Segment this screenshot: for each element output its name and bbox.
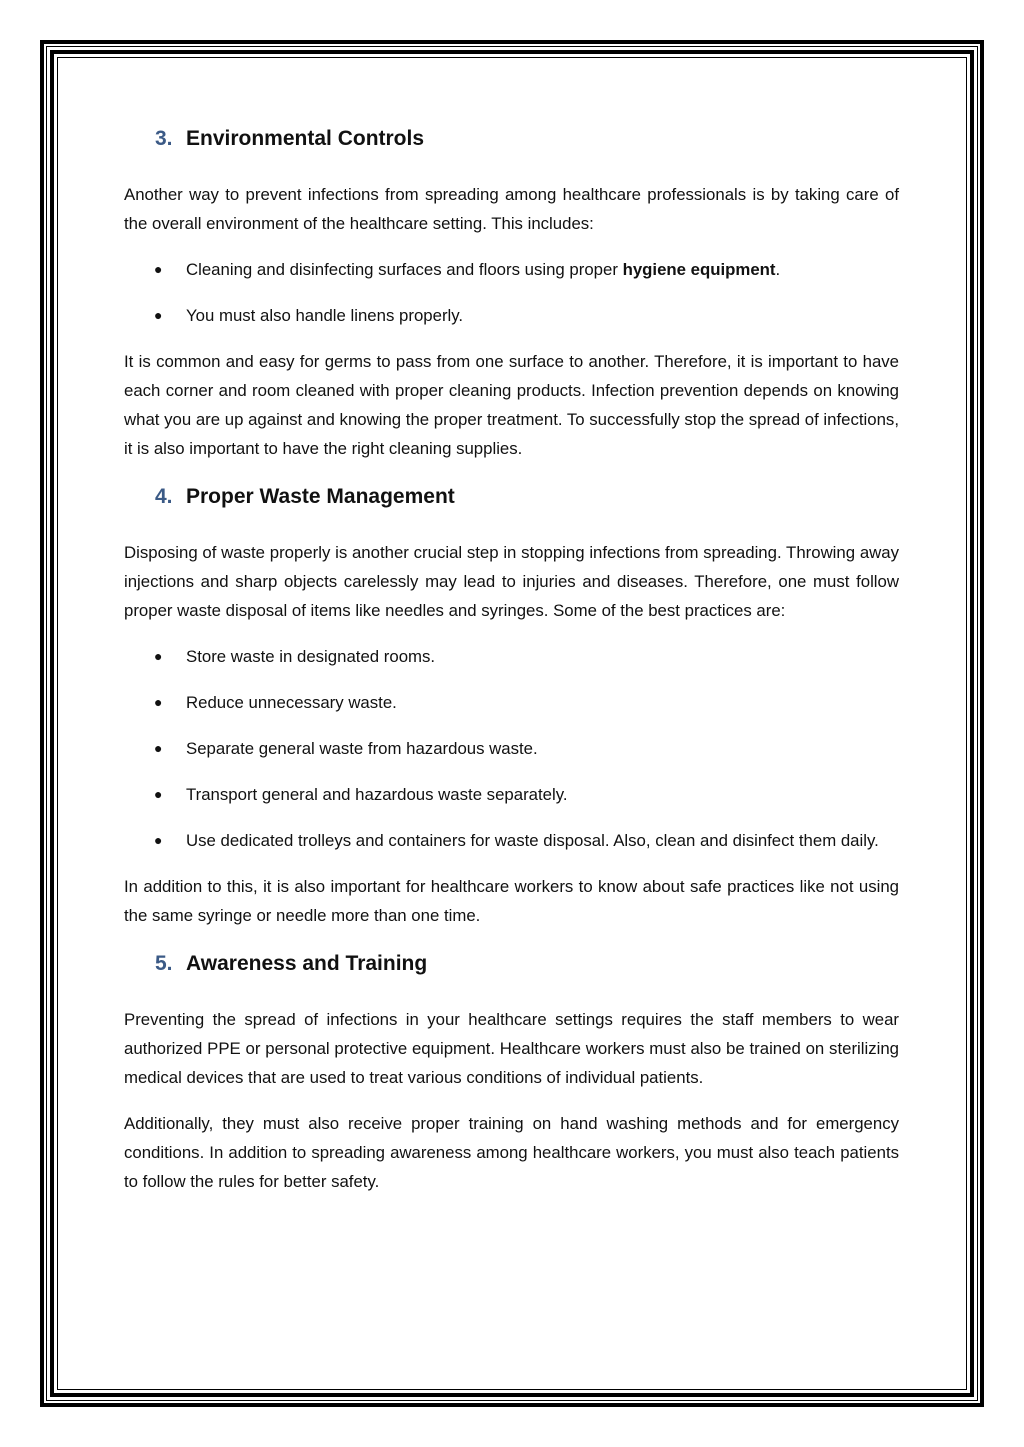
section-intro: Disposing of waste properly is another crucial step in stopping infections from spreading. Throwing away injections and sharp objects carelessly may lead to injuries and diseases. Therefore, one must follow proper waste disposal of items like needles and syringes. Some of the best practices are: — [124, 543, 899, 620]
bullet-icon: ● — [154, 307, 163, 323]
section-number: 3. — [155, 127, 173, 150]
list-item — [124, 780, 899, 809]
list-item-text: You must also handle linens properly. — [186, 306, 464, 325]
bullet-icon: ● — [154, 832, 163, 848]
section-paragraph: It is common and easy for germs to pass from one surface to another. Therefore, it is important to have each corner and room cleaned with proper cleaning products. Infection prevention depends on knowing what you are up against and knowing the proper treatment. To successfully stop the spread of infections, it is also important to have the right cleaning supplies. — [124, 352, 899, 458]
list-item-text: Reduce unnecessary waste. — [186, 693, 397, 712]
section-title: Proper Waste Management — [186, 485, 455, 508]
section-environmental-controls — [124, 122, 899, 463]
list-item — [124, 688, 899, 717]
section-heading — [155, 947, 899, 981]
section-heading — [155, 122, 899, 156]
bullet-list — [124, 642, 899, 855]
bullet-icon: ● — [154, 694, 163, 710]
list-item-text: Use dedicated trolleys and containers for waste disposal. Also, clean and disinfect them daily. — [186, 831, 879, 850]
bullet-icon: ● — [154, 261, 163, 277]
bullet-icon: ● — [154, 740, 163, 756]
section-title: Awareness and Training — [186, 952, 428, 975]
section-number: 5. — [155, 952, 173, 975]
list-item-text: Store waste in designated rooms. — [186, 647, 436, 666]
section-awareness-and-training — [124, 947, 899, 1196]
list-item-bold: hygiene equipment — [622, 260, 776, 279]
section-number: 4. — [155, 485, 173, 508]
bullet-icon: ● — [154, 786, 163, 802]
list-item — [124, 642, 899, 671]
list-item — [124, 301, 899, 330]
section-intro: Another way to prevent infections from spreading among healthcare professionals is by taking care of the overall environment of the healthcare setting. This includes: — [124, 185, 899, 233]
section-paragraph: In addition to this, it is also important for healthcare workers to know about safe practices like not using the same syringe or needle more than one time. — [124, 877, 899, 925]
list-item — [124, 255, 899, 284]
list-item-text: Transport general and hazardous waste separately. — [186, 785, 568, 804]
bullet-icon: ● — [154, 648, 163, 664]
section-paragraph: Additionally, they must also receive proper training on hand washing methods and for emergency conditions. In addition to spreading awareness among healthcare workers, you must also teach patients to follow the rules for better safety. — [124, 1114, 899, 1191]
list-item-text: Separate general waste from hazardous waste. — [186, 739, 538, 758]
list-item-suffix: . — [775, 260, 781, 279]
section-title: Environmental Controls — [186, 127, 425, 150]
list-item-text: Cleaning and disinfecting surfaces and floors using proper — [186, 260, 623, 279]
list-item — [124, 734, 899, 763]
section-heading — [155, 480, 899, 514]
document-body — [124, 122, 899, 1213]
bullet-list — [124, 255, 899, 330]
section-paragraph: Preventing the spread of infections in your healthcare settings requires the staff members to wear authorized PPE or personal protective equipment. Healthcare workers must also be trained on sterilizing medical devices that are used to treat various conditions of individual patients. — [124, 1010, 899, 1087]
list-item — [124, 826, 899, 855]
section-proper-waste-management — [124, 480, 899, 930]
